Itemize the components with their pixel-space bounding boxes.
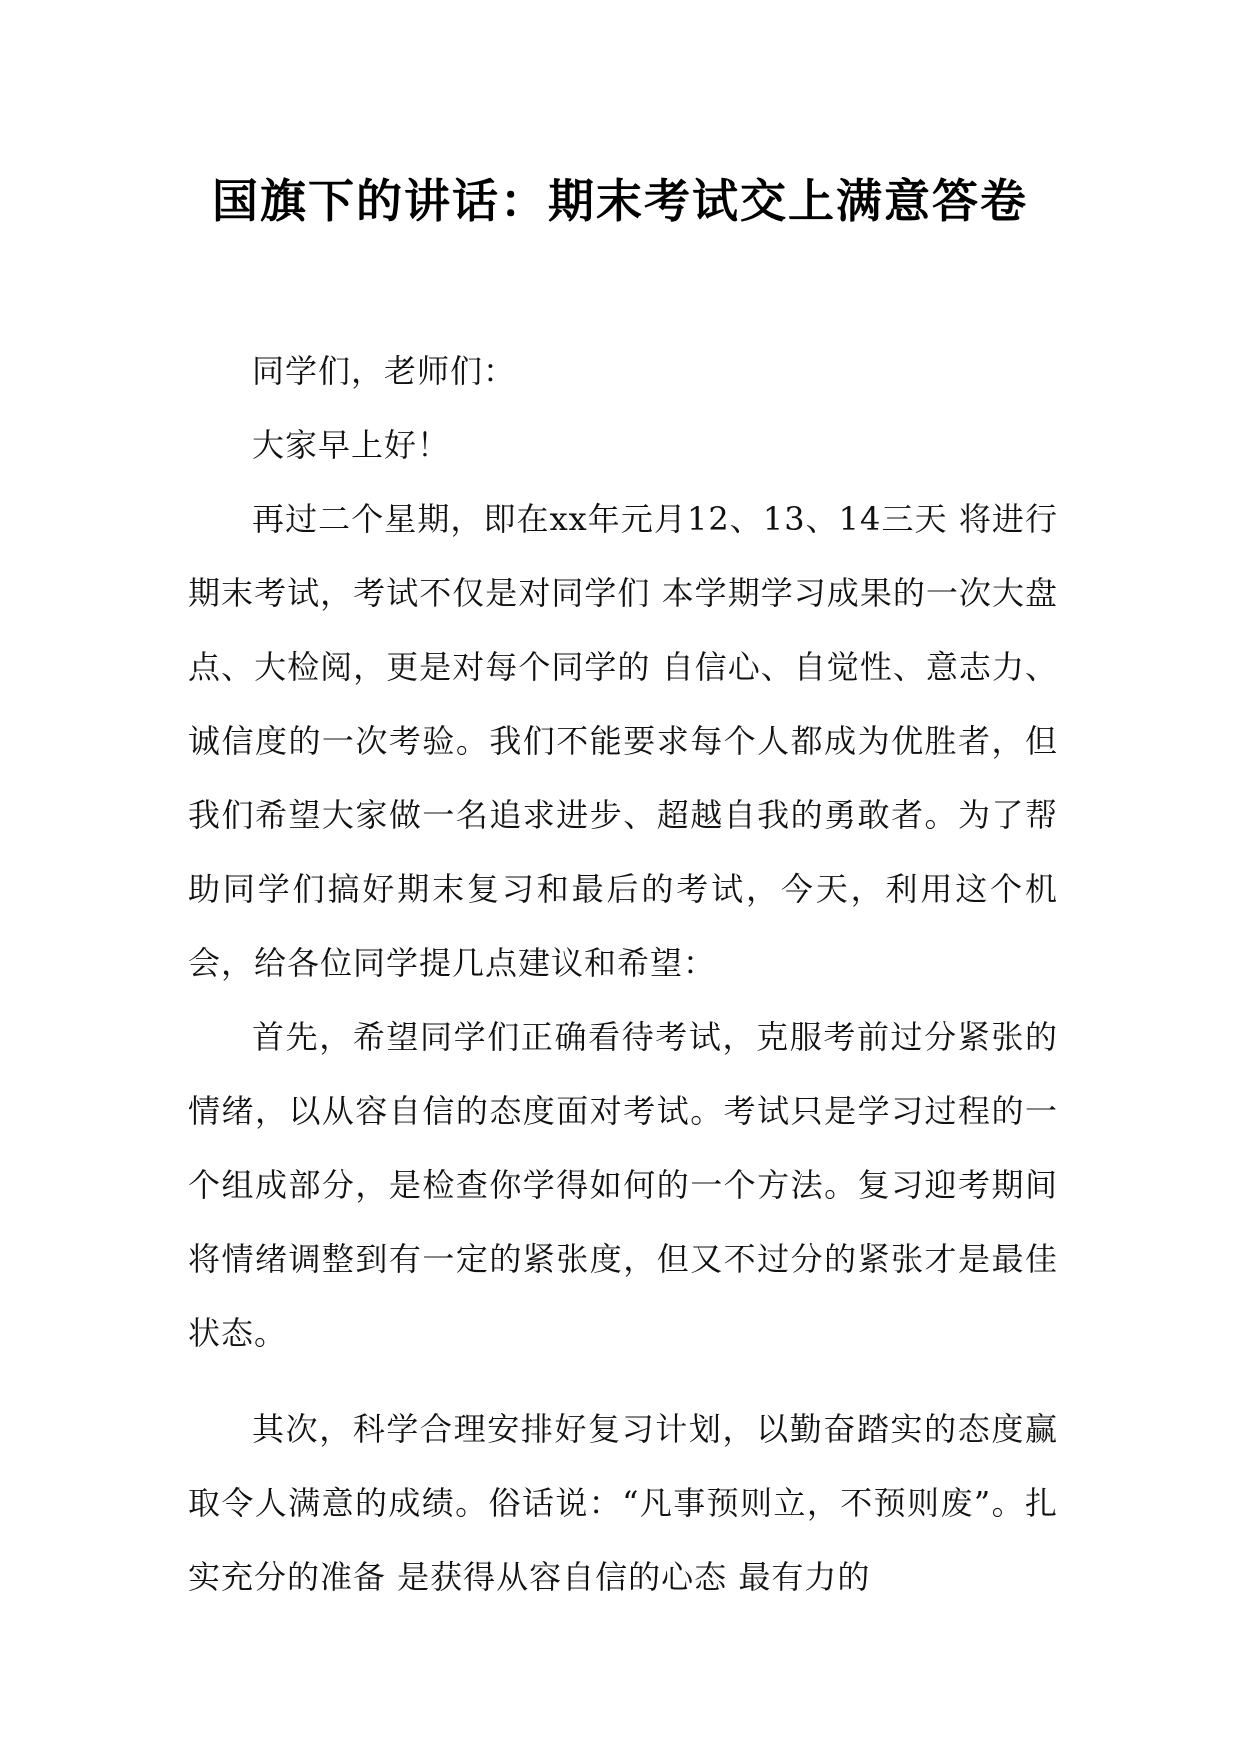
document-title: 国旗下的讲话：期末考试交上满意答卷 xyxy=(212,174,1028,228)
intro-paragraph: 再过二个星期，即在xx年元月12、13、14三天 将进行期末考试，考试不仅是对同学们 本学期学习成果的一次大盘点、大检阅，更是对每个同学的 自信心、自觉性、意志力、诚信度的一次考验。我们不能要求每个人都成为优胜者，但我们希望大家做一名追求进步、超越自我的勇敢者。为了帮助同学们搞好期末复习和最后的考试，今天，利用这个机会，给各位同学提几点建议和希望： xyxy=(188,500,1058,982)
first-point-paragraph: 首先，希望同学们正确看待考试，克服考前过分紧张的情绪，以从容自信的态度面对考试。考试只是学习过程的一个组成部分，是检查你学得如何的一个方法。复习迎考期间将情绪调整到有一定的紧张度，但又不过分的紧张才是最佳状态。 xyxy=(188,1018,1058,1352)
greeting-paragraph: 大家早上好！ xyxy=(252,426,451,464)
second-point-paragraph: 其次，科学合理安排好复习计划，以勤奋踏实的态度赢取令人满意的成绩。俗话说：“凡事预则立，不预则废”。扎实充分的准备 是获得从容自信的心态 最有力的 xyxy=(188,1410,1058,1596)
salutation-paragraph: 同学们，老师们： xyxy=(252,352,517,390)
document-body xyxy=(188,334,1058,1614)
